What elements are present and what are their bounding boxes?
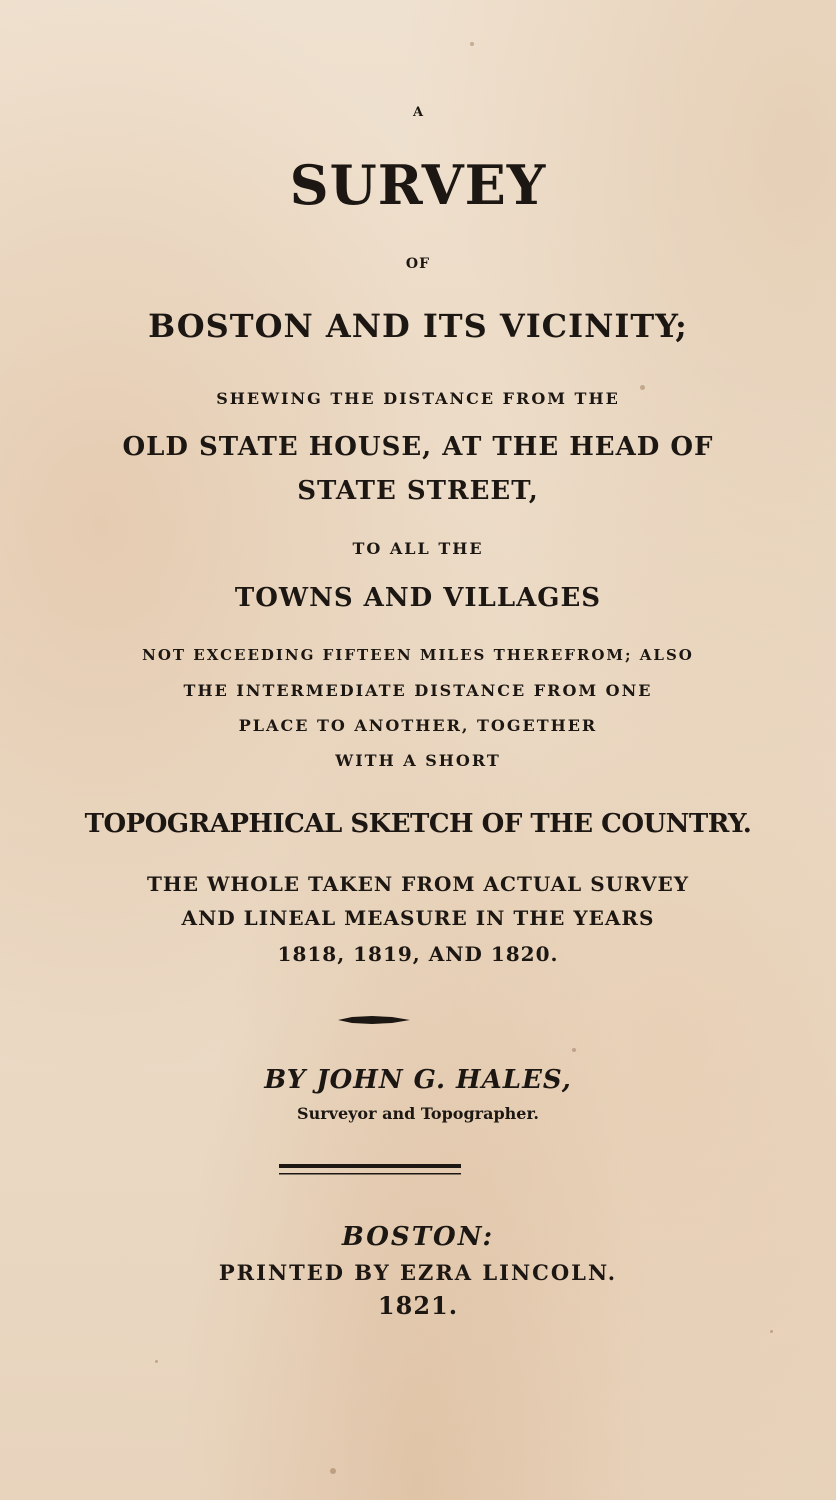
imprint-printer: PRINTED BY EZRA LINCOLN. — [218, 1260, 618, 1285]
subtitle-line-6: NOT EXCEEDING FIFTEEN MILES THEREFROM; ALSO — [142, 646, 694, 664]
main-title: SURVEY — [289, 153, 547, 217]
subtitle-line-11: THE WHOLE TAKEN FROM ACTUAL SURVEY — [146, 872, 690, 896]
subtitle-line-2: OLD STATE HOUSE, AT THE HEAD OF — [122, 432, 714, 462]
subtitle-line-9: WITH A SHORT — [335, 751, 501, 770]
subtitle-line-8: PLACE TO ANOTHER, TOGETHER — [238, 716, 598, 735]
subtitle-line-3: STATE STREET, — [297, 476, 539, 506]
subject-line: BOSTON AND ITS VICINITY; — [148, 307, 688, 345]
subtitle-line-1: SHEWING THE DISTANCE FROM THE — [216, 389, 620, 408]
subtitle-line-4: TO ALL THE — [352, 539, 484, 558]
imprint-year: 1821. — [377, 1291, 459, 1320]
subtitle-line-13: 1818, 1819, AND 1820. — [277, 942, 559, 966]
author-title: Surveyor and Topographer. — [297, 1104, 539, 1123]
title-of: OF — [405, 256, 431, 272]
author-line: BY JOHN G. HALES, — [264, 1065, 572, 1095]
subtitle-line-10: TOPOGRAPHICAL SKETCH OF THE COUNTRY. — [84, 809, 752, 839]
subtitle-line-5: TOWNS AND VILLAGES — [234, 583, 602, 613]
subtitle-line-7: THE INTERMEDIATE DISTANCE FROM ONE — [183, 681, 653, 700]
title-article: A — [412, 105, 424, 120]
imprint-place: BOSTON: — [341, 1222, 495, 1252]
subtitle-line-12: AND LINEAL MEASURE IN THE YEARS — [181, 906, 655, 930]
